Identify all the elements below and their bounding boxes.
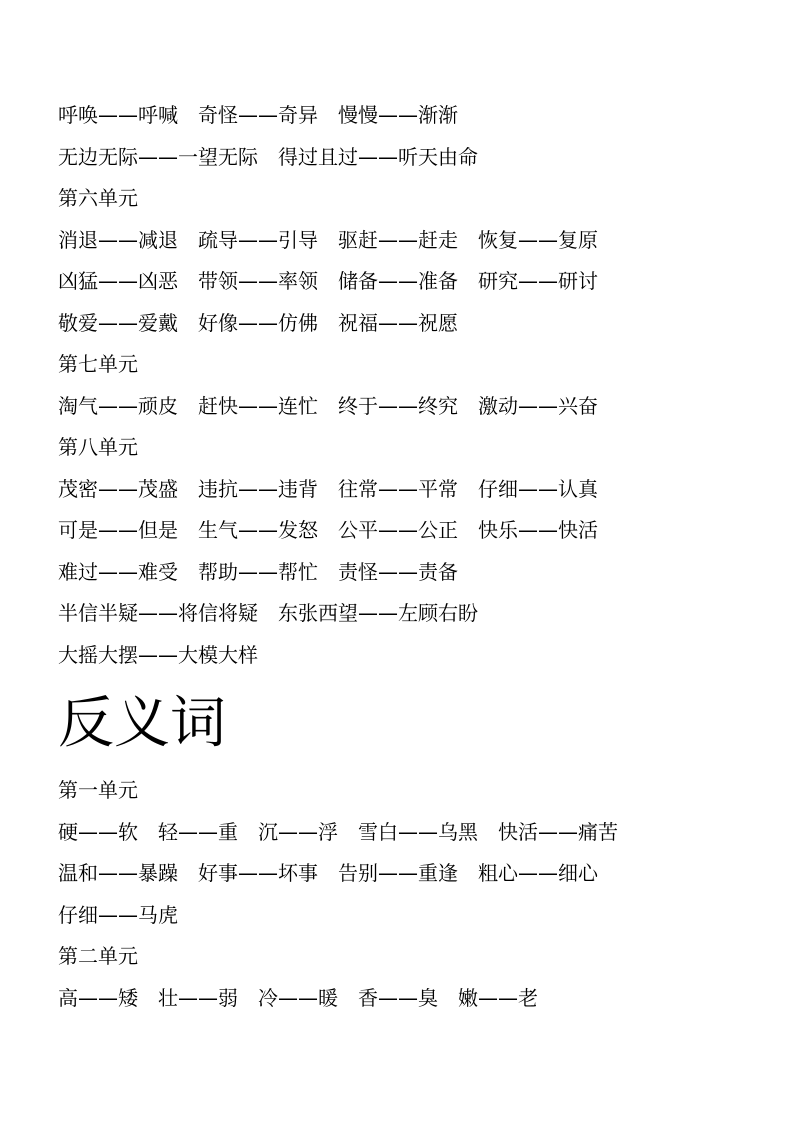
document-page — [58, 95, 758, 1019]
antonym-line: 硬——软 轻——重 沉——浮 雪白——乌黑 快活——痛苦 — [58, 819, 618, 844]
synonym-line: 大摇大摆——大模大样 — [58, 642, 258, 667]
synonym-line: 凶猛——凶恶 带领——率领 储备——准备 研究——研讨 — [58, 269, 598, 293]
unit-heading: 第六单元 — [58, 186, 138, 210]
synonym-line: 无边无际——一望无际 得过且过——听天由命 — [58, 144, 478, 169]
synonym-line: 敬爱——爱戴 好像——仿佛 祝福——祝愿 — [58, 310, 458, 335]
section-title-antonyms: 反义词 — [58, 691, 226, 756]
synonym-line: 呼唤——呼喊 奇怪——奇异 慢慢——渐渐 — [58, 103, 458, 127]
antonym-line: 仔细——马虎 — [58, 902, 178, 927]
unit-heading: 第二单元 — [58, 944, 138, 968]
unit-heading: 第七单元 — [58, 352, 138, 376]
unit-heading: 第一单元 — [58, 778, 138, 802]
antonym-line: 高——矮 壮——弱 冷——暖 香——臭 嫩——老 — [58, 985, 538, 1010]
synonym-line: 半信半疑——将信将疑 东张西望——左顾右盼 — [58, 601, 478, 625]
synonym-line: 淘气——顽皮 赶快——连忙 终于——终究 激动——兴奋 — [58, 393, 598, 418]
synonym-line: 茂密——茂盛 违抗——违背 往常——平常 仔细——认真 — [58, 476, 598, 501]
synonym-line: 难过——难受 帮助——帮忙 责怪——责备 — [58, 559, 458, 584]
antonym-line: 温和——暴躁 好事——坏事 告别——重逢 粗心——细心 — [58, 861, 598, 885]
synonym-line: 消退——减退 疏导——引导 驱赶——赶走 恢复——复原 — [58, 227, 598, 252]
synonym-line: 可是——但是 生气——发怒 公平——公正 快乐——快活 — [58, 518, 598, 542]
unit-heading: 第八单元 — [58, 435, 138, 459]
